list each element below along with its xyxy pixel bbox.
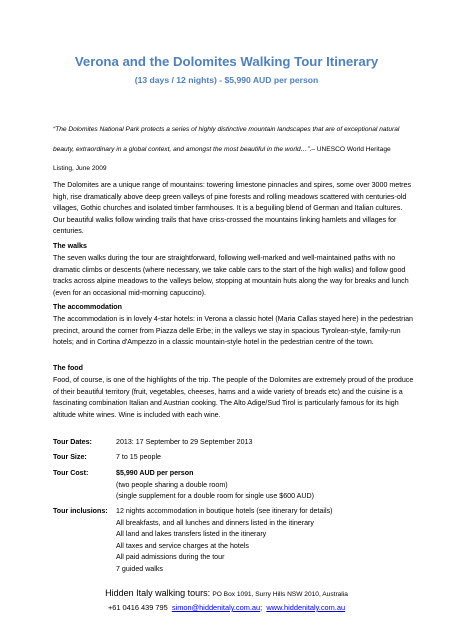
footer-email-link[interactable]: simon@hiddenitaly.com.au: [171, 603, 261, 612]
inclusion-item: 12 nights accommodation in boutique hotels (see itinerary for details): [116, 507, 333, 515]
footer-contact-line: [0, 603, 453, 612]
footer-website-link[interactable]: www.hiddenitaly.com.au: [266, 603, 346, 612]
quote-attribution: .– UNESCO World Heritage Listing, June 2009: [53, 145, 391, 172]
tour-cost-amount: $5,990 AUD per person: [116, 469, 194, 477]
intro-paragraph: The Dolomites are a unique range of mountains: towering limestone pinnacles and spires, some over 3000 metres high, rise dramatically above deep green valleys of pine forests and rolling meadows scattered with centuries-old villages, Gothic churches and isolated timber farmhouses. It is a beguiling blend of German and Italian cultures. Our beautiful walks follow winding trails that have criss-crossed the mountains linking hamlets and villages for centuries.: [53, 181, 412, 235]
tour-size-label: Tour Size:: [53, 453, 87, 461]
section-body-walks: The seven walks during the tour are straightforward, following well-marked and well-maintained paths with no dramatic climbs or descents (where necessary, we take cable cars to the start of the high walks) and follow good tracks across alpine meadows to the valleys below, stopping at mountain huts along the way for breaks and lunch (even for an occasional mid-morning capuccino).: [53, 254, 409, 297]
section-body-accommodation: The accommodation is in lovely 4-star hotels: in Verona a classic hotel (Maria Callas stayed here) in the pedestrian precinct, around the corner from Piazza delle Erbe; in the valleys we stay in spacious Tyrolean-style, family-run hotels; and in Cortina d'Ampezzo in a classic mountain-style hotel in the pedestrian centre of the town.: [53, 315, 413, 346]
inclusion-item: All breakfasts, and all lunches and dinners listed in the itinerary: [116, 518, 314, 527]
inclusion-item: All paid admissions during the tour: [116, 553, 225, 561]
section-body-food: Food, of course, is one of the highlights of the trip. The people of the Dolomites are extremely proud of the produce of their beautiful territory (fruit, vegetables, cheeses, hams and a wide variety of breads etc) and the cuisine is a fascinating combination Italian and Austrian cooking. The Alto Adige/Sud Tirol is particularly famous for its high altitude white wines. Wine is included with each wine.: [53, 376, 414, 419]
quote-text: “The Dolomites National Park protects a series of highly distinctive mountain landscapes that are of exceptional natural beauty, extraordinary in a global context, and amongst the most beautiful in the world…”: [53, 126, 400, 153]
section-heading-walks: The walks: [53, 242, 87, 250]
unesco-quote: [53, 120, 413, 179]
footer-address: PO Box 1091, Surry Hills NSW 2010, Australia: [212, 591, 348, 598]
document-subtitle: (13 days / 12 nights) - $5,990 AUD per person: [134, 75, 319, 85]
footer-phone: +61 0416 439 795: [107, 603, 168, 612]
tour-dates-value: 2013: 17 September to 29 September 2013: [116, 438, 253, 446]
tour-inclusions-list: [116, 506, 421, 575]
tour-cost-note-sharing: (two people sharing a double room): [116, 480, 228, 489]
footer-separator: ;: [260, 603, 263, 612]
tour-cost-label: Tour Cost:: [53, 469, 89, 477]
footer-company-line: [0, 588, 453, 598]
tour-size-value: 7 to 15 people: [116, 453, 161, 461]
tour-inclusions-label: Tour inclusions:: [53, 507, 108, 515]
tour-dates-label: Tour Dates:: [53, 438, 92, 446]
section-heading-accommodation: The accommodation: [53, 303, 122, 311]
footer-company: Hidden Italy walking tours:: [105, 588, 211, 598]
document-title: Verona and the Dolomites Walking Tour Itinerary: [74, 54, 379, 69]
inclusion-item: 7 guided walks: [116, 564, 163, 573]
inclusion-item: All taxes and service charges at the hotels: [116, 541, 249, 550]
tour-cost-value: [116, 468, 421, 503]
section-heading-food: The food: [53, 364, 83, 372]
inclusion-item: All land and lakes transfers listed in the itinerary: [116, 530, 267, 538]
tour-cost-note-single: (single supplement for a double room for single use $600 AUD): [116, 492, 314, 500]
